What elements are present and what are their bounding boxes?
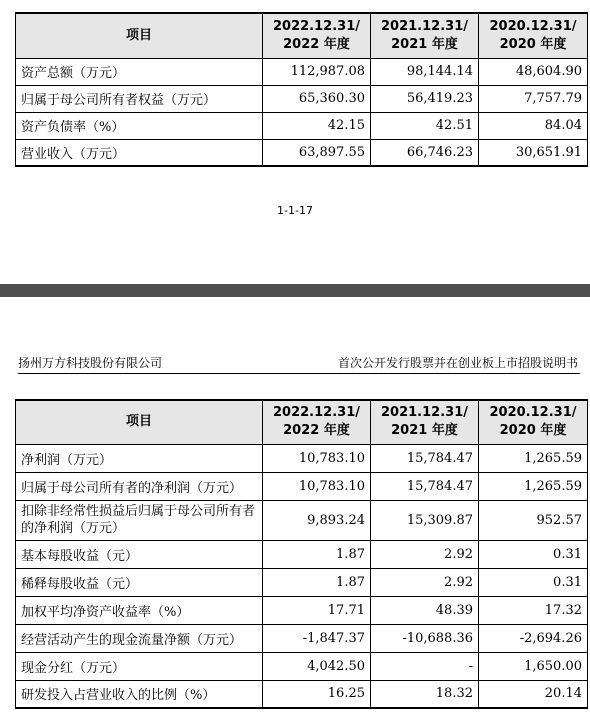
value-2021: 15,784.47 bbox=[371, 444, 479, 472]
value-2022: 16.25 bbox=[263, 680, 371, 708]
value-2021: - bbox=[371, 652, 479, 680]
header-item: 项目 bbox=[16, 400, 263, 444]
value-2022: 42.15 bbox=[263, 112, 371, 139]
value-2021: 2.92 bbox=[371, 540, 479, 568]
value-2020: 84.04 bbox=[479, 112, 588, 139]
value-2020: 0.31 bbox=[479, 540, 588, 568]
value-2020: 952.57 bbox=[479, 500, 588, 540]
row-label: 资产负债率（%） bbox=[16, 112, 263, 139]
value-2021: 15,309.87 bbox=[371, 500, 479, 540]
financial-position-table bbox=[15, 12, 588, 167]
table-row bbox=[16, 112, 588, 139]
header-item: 项目 bbox=[16, 13, 263, 58]
value-2022: 10,783.10 bbox=[263, 444, 371, 472]
value-2021: 98,144.14 bbox=[371, 58, 479, 85]
value-2020: 20.14 bbox=[479, 680, 588, 708]
table-row bbox=[16, 652, 588, 680]
table-row bbox=[16, 58, 588, 85]
row-label: 现金分红（万元） bbox=[16, 652, 263, 680]
row-label: 研发投入占营业收入的比例（%） bbox=[16, 680, 263, 708]
row-label: 加权平均净资产收益率（%） bbox=[16, 596, 263, 624]
value-2020: 1,265.59 bbox=[479, 472, 588, 500]
value-2021: 15,784.47 bbox=[371, 472, 479, 500]
row-label: 归属于母公司所有者权益（万元） bbox=[16, 85, 263, 112]
value-2022: 10,783.10 bbox=[263, 472, 371, 500]
table-row bbox=[16, 139, 588, 166]
value-2022: 1.87 bbox=[263, 568, 371, 596]
value-2022: 4,042.50 bbox=[263, 652, 371, 680]
value-2021: 18.32 bbox=[371, 680, 479, 708]
value-2020: 17.32 bbox=[479, 596, 588, 624]
value-2022: 63,897.55 bbox=[263, 139, 371, 166]
value-2021: 2.92 bbox=[371, 568, 479, 596]
header-document-title: 首次公开发行股票并在创业板上市招股说明书 bbox=[337, 356, 578, 370]
value-2020: 7,757.79 bbox=[479, 85, 588, 112]
row-label: 净利润（万元） bbox=[16, 444, 263, 472]
value-2020: 1,265.59 bbox=[479, 444, 588, 472]
value-2022: 65,360.30 bbox=[263, 85, 371, 112]
table-row bbox=[16, 680, 588, 708]
value-2020: 0.31 bbox=[479, 568, 588, 596]
header-2022: 2022.12.31/ 2022 年度 bbox=[263, 13, 371, 58]
table-row bbox=[16, 540, 588, 568]
header-2021: 2021.12.31/ 2021 年度 bbox=[371, 13, 479, 58]
value-2020: 1,650.00 bbox=[479, 652, 588, 680]
value-2020: 48,604.90 bbox=[479, 58, 588, 85]
value-2021: 48.39 bbox=[371, 596, 479, 624]
header-2020: 2020.12.31/ 2020 年度 bbox=[479, 400, 588, 444]
header-2020: 2020.12.31/ 2020 年度 bbox=[479, 13, 588, 58]
value-2021: 42.51 bbox=[371, 112, 479, 139]
value-2021: 56,419.23 bbox=[371, 85, 479, 112]
value-2022: 1.87 bbox=[263, 540, 371, 568]
value-2022: -1,847.37 bbox=[263, 624, 371, 652]
table-row bbox=[16, 596, 588, 624]
row-label: 扣除非经常性损益后归属于母公司所有者的净利润（万元） bbox=[16, 500, 263, 540]
header-2021: 2021.12.31/ 2021 年度 bbox=[371, 400, 479, 444]
row-label: 基本每股收益（元） bbox=[16, 540, 263, 568]
page-divider bbox=[0, 284, 590, 297]
financial-performance-table bbox=[15, 399, 588, 709]
table-row bbox=[16, 472, 588, 500]
value-2022: 17.71 bbox=[263, 596, 371, 624]
row-label: 营业收入（万元） bbox=[16, 139, 263, 166]
table-row bbox=[16, 85, 588, 112]
header-2022: 2022.12.31/ 2022 年度 bbox=[263, 400, 371, 444]
value-2021: 66,746.23 bbox=[371, 139, 479, 166]
row-label: 资产总额（万元） bbox=[16, 58, 263, 85]
value-2022: 9,893.24 bbox=[263, 500, 371, 540]
table-row bbox=[16, 568, 588, 596]
page-number: 1-1-17 bbox=[277, 204, 313, 217]
row-label: 稀释每股收益（元） bbox=[16, 568, 263, 596]
table-header-row bbox=[16, 400, 588, 444]
header-rule bbox=[18, 373, 580, 374]
row-label: 经营活动产生的现金流量净额（万元） bbox=[16, 624, 263, 652]
row-label: 归属于母公司所有者的净利润（万元） bbox=[16, 472, 263, 500]
value-2022: 112,987.08 bbox=[263, 58, 371, 85]
value-2020: -2,694.26 bbox=[479, 624, 588, 652]
value-2020: 30,651.91 bbox=[479, 139, 588, 166]
header-company-name: 扬州万方科技股份有限公司 bbox=[18, 356, 163, 370]
table-row bbox=[16, 624, 588, 652]
table-row bbox=[16, 444, 588, 472]
table-row bbox=[16, 500, 588, 540]
table-header-row bbox=[16, 13, 588, 58]
value-2021: -10,688.36 bbox=[371, 624, 479, 652]
